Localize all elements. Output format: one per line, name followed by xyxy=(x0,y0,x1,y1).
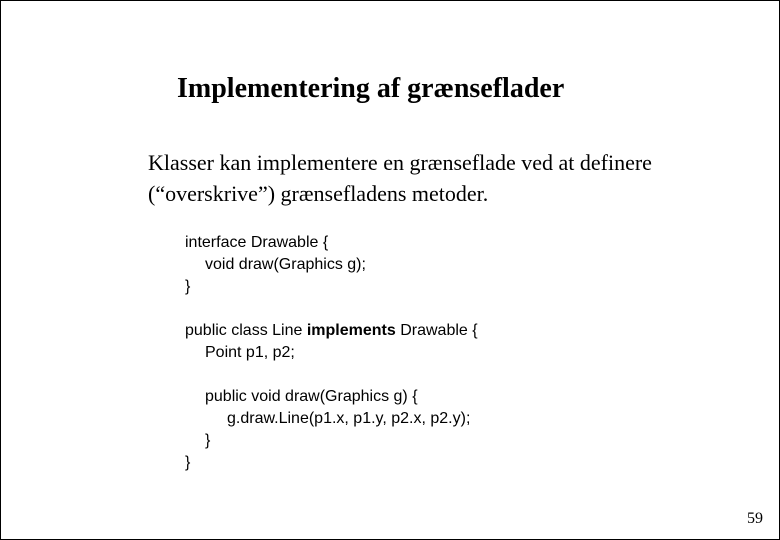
code-interface-method: void draw(Graphics g); xyxy=(205,256,366,273)
intro-line-2: (“overskrive”) grænsefladens metoder. xyxy=(148,181,489,206)
code-interface-declaration: interface Drawable { xyxy=(185,234,329,251)
intro-line-1: Klasser kan implementere en grænseflade ved at definere xyxy=(148,150,652,175)
code-class-close: } xyxy=(185,454,191,471)
code-example xyxy=(185,232,478,474)
code-implements-keyword: implements xyxy=(306,322,396,339)
code-class-decl-suffix: Drawable { xyxy=(395,322,478,339)
page-number: 59 xyxy=(747,510,763,527)
code-interface-close: } xyxy=(185,278,191,295)
code-method-body: g.draw.Line(p1.x, p1.y, p2.x, p2.y); xyxy=(227,410,471,427)
code-method-close: } xyxy=(205,432,211,449)
code-class-decl-prefix: public class Line xyxy=(185,322,307,339)
intro-paragraph xyxy=(148,147,748,209)
code-field-declaration: Point p1, p2; xyxy=(205,344,295,361)
code-blank-line xyxy=(185,298,478,320)
code-blank-line xyxy=(185,364,478,386)
code-method-declaration: public void draw(Graphics g) { xyxy=(205,388,418,405)
slide-title: Implementering af grænseflader xyxy=(177,73,565,104)
code-class-declaration xyxy=(185,320,478,342)
